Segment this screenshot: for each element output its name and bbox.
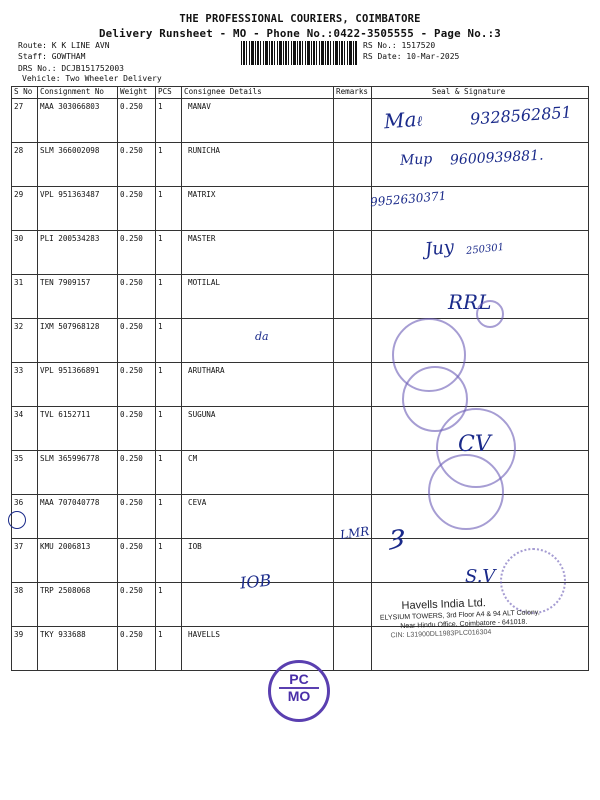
row-weight: 0.250 [118, 275, 156, 319]
table-row [12, 583, 589, 627]
table-row [12, 231, 589, 275]
havells-stamp-name: Havells India Ltd. [401, 597, 487, 613]
signature-row-27: Maℓ [383, 107, 423, 134]
row-consignee: RUNICHA [182, 143, 334, 187]
signature-row-37: ȝ [390, 518, 405, 551]
note-row-38: IOB [239, 570, 273, 593]
row-seal-signature [372, 275, 589, 319]
row-weight: 0.250 [118, 187, 156, 231]
row-remarks [334, 583, 372, 627]
row-remarks [334, 231, 372, 275]
col-seal-signature: Seal & Signature [372, 87, 589, 99]
row-sno: 36 [12, 495, 38, 539]
date-row-30: 250301 [465, 242, 505, 257]
row-pcs: 1 [156, 319, 182, 363]
row-consignee: MANAV [182, 99, 334, 143]
havells-stamp-line1: ELYSIUM TOWERS, 3rd Floor A4 & 94 ALT Colony, [379, 609, 540, 622]
row-seal-signature [372, 319, 589, 363]
col-weight: Weight [118, 87, 156, 99]
signature-row-32: RRL [448, 290, 492, 314]
row-weight: 0.250 [118, 231, 156, 275]
table-row [12, 451, 589, 495]
rs-number: RS No.: 1517520 [363, 41, 436, 50]
col-pcs: PCS [156, 87, 182, 99]
col-consignee: Consignee Details [182, 87, 334, 99]
row-consignee: SUGUNA [182, 407, 334, 451]
barcode [241, 41, 357, 65]
row-weight: 0.250 [118, 451, 156, 495]
row-weight: 0.250 [118, 319, 156, 363]
table-row [12, 407, 589, 451]
row-pcs: 1 [156, 363, 182, 407]
havells-stamp-line3: CIN: L31900DL1983PLC016304 [390, 628, 492, 640]
runsheet-subtitle: Delivery Runsheet - MO - Phone No.:0422-3505555 - Page No.:3 [98, 27, 502, 40]
table-row [12, 539, 589, 583]
row-sno: 31 [12, 275, 38, 319]
row-weight: 0.250 [118, 99, 156, 143]
signature-row-35: CV [458, 432, 491, 457]
row-seal-signature [372, 231, 589, 275]
row-consignee: MASTER [182, 231, 334, 275]
row-consignee: MATRIX [182, 187, 334, 231]
row-consignee: CM [182, 451, 334, 495]
row-sno: 32 [12, 319, 38, 363]
row-weight: 0.250 [118, 143, 156, 187]
row-sno: 38 [12, 583, 38, 627]
row-consignee: IOB [182, 539, 334, 583]
row-consignment: TEN 7909157 [38, 275, 118, 319]
row-sno: 29 [12, 187, 38, 231]
pc-mo-stamp-top: PC [289, 671, 309, 687]
row-consignment: TVL 6152711 [38, 407, 118, 451]
row-weight: 0.250 [118, 407, 156, 451]
row-seal-signature [372, 451, 589, 495]
row-pcs: 1 [156, 99, 182, 143]
row-remarks [334, 495, 372, 539]
signature-row-38: S.V [465, 566, 496, 587]
table-row [12, 99, 589, 143]
row-pcs: 1 [156, 495, 182, 539]
row-sno: 28 [12, 143, 38, 187]
company-title: THE PROFESSIONAL COURIERS, COIMBATORE [179, 13, 421, 25]
table-row [12, 319, 589, 363]
row-consignment: SLM 366002098 [38, 143, 118, 187]
row-consignment: KMU 2006813 [38, 539, 118, 583]
row-seal-signature [372, 627, 589, 671]
row-remarks [334, 143, 372, 187]
table-row [12, 627, 589, 671]
table-row [12, 143, 589, 187]
row-sno: 35 [12, 451, 38, 495]
row-weight: 0.250 [118, 495, 156, 539]
row-remarks [334, 99, 372, 143]
col-consignment: Consignment No [38, 87, 118, 99]
row-seal-signature [372, 363, 589, 407]
phone-row-29: 9952630371 [369, 188, 447, 210]
staff-label: Staff: GOWTHAM [18, 52, 86, 61]
havells-stamp-line2: Near Hindu Office, Coimbatore - 641018. [400, 618, 528, 631]
row-remarks [334, 363, 372, 407]
drs-number: DRS No.: DCJB151752003 [18, 64, 124, 73]
row-pcs: 1 [156, 187, 182, 231]
row-seal-signature [372, 99, 589, 143]
row-sno: 39 [12, 627, 38, 671]
row-seal-signature [372, 539, 589, 583]
row-weight: 0.250 [118, 583, 156, 627]
col-sno: S No [12, 87, 38, 99]
row-consignee [182, 583, 334, 627]
row-consignee: CEVA [182, 495, 334, 539]
row-remarks [334, 627, 372, 671]
table-row [12, 187, 589, 231]
col-remarks: Remarks [334, 87, 372, 99]
phone-row-27: 9328562851 [469, 102, 573, 129]
mark-row-33: da [255, 330, 269, 343]
row-consignment: MAA 303066803 [38, 99, 118, 143]
remark-row-37: LMR [339, 524, 371, 542]
row-sno: 37 [12, 539, 38, 583]
row-consignment: VPL 951366891 [38, 363, 118, 407]
row-weight: 0.250 [118, 627, 156, 671]
table-header [12, 87, 589, 99]
row-remarks [334, 275, 372, 319]
row-consignee: HAVELLS [182, 627, 334, 671]
rs-date: RS Date: 10-Mar-2025 [363, 52, 460, 61]
row-seal-signature [369, 187, 589, 231]
row-pcs: 1 [156, 407, 182, 451]
row-consignee: MOTILAL [182, 275, 334, 319]
row-seal-signature [372, 143, 589, 187]
row-weight: 0.250 [118, 363, 156, 407]
row-consignment: PLI 200534283 [38, 231, 118, 275]
row-seal-signature [372, 407, 589, 451]
row-pcs: 1 [156, 143, 182, 187]
row-consignee: ARUTHARA [182, 363, 334, 407]
row-consignment: IXM 507968128 [38, 319, 118, 363]
table-row [12, 495, 589, 539]
row-consignment: SLM 365996778 [38, 451, 118, 495]
row-sno: 33 [12, 363, 38, 407]
row-consignment: VPL 951363487 [38, 187, 118, 231]
signature-row-30: Juy [423, 236, 456, 261]
row-pcs: 1 [156, 627, 182, 671]
row-pcs: 1 [156, 231, 182, 275]
row-consignment: MAA 707040778 [38, 495, 118, 539]
table-row [12, 363, 589, 407]
runsheet-table [11, 86, 589, 671]
signature-row-28: Mup [399, 151, 433, 169]
row-sno: 30 [12, 231, 38, 275]
row-pcs: 1 [156, 451, 182, 495]
route-label: Route: K K LINE AVN [18, 41, 110, 50]
row-remarks [334, 407, 372, 451]
row-weight: 0.250 [118, 539, 156, 583]
row-consignee [182, 319, 334, 363]
row-pcs: 1 [156, 539, 182, 583]
row-sno: 27 [12, 99, 38, 143]
row-remarks [334, 319, 372, 363]
table-row [12, 275, 589, 319]
row-sno: 34 [12, 407, 38, 451]
row-pcs: 1 [156, 275, 182, 319]
row-remarks [334, 539, 372, 583]
row-seal-signature [372, 583, 589, 627]
row-consignment: TKY 933688 [38, 627, 118, 671]
row-seal-signature [372, 495, 589, 539]
phone-row-28: 9600939881. [449, 147, 544, 169]
pc-mo-stamp-bottom: MO [279, 687, 319, 704]
row-pcs: 1 [156, 583, 182, 627]
vehicle-label: Vehicle: Two Wheeler Delivery [22, 74, 162, 83]
row-consignment: TRP 2508068 [38, 583, 118, 627]
row-remarks [334, 187, 372, 231]
row-remarks [334, 451, 372, 495]
